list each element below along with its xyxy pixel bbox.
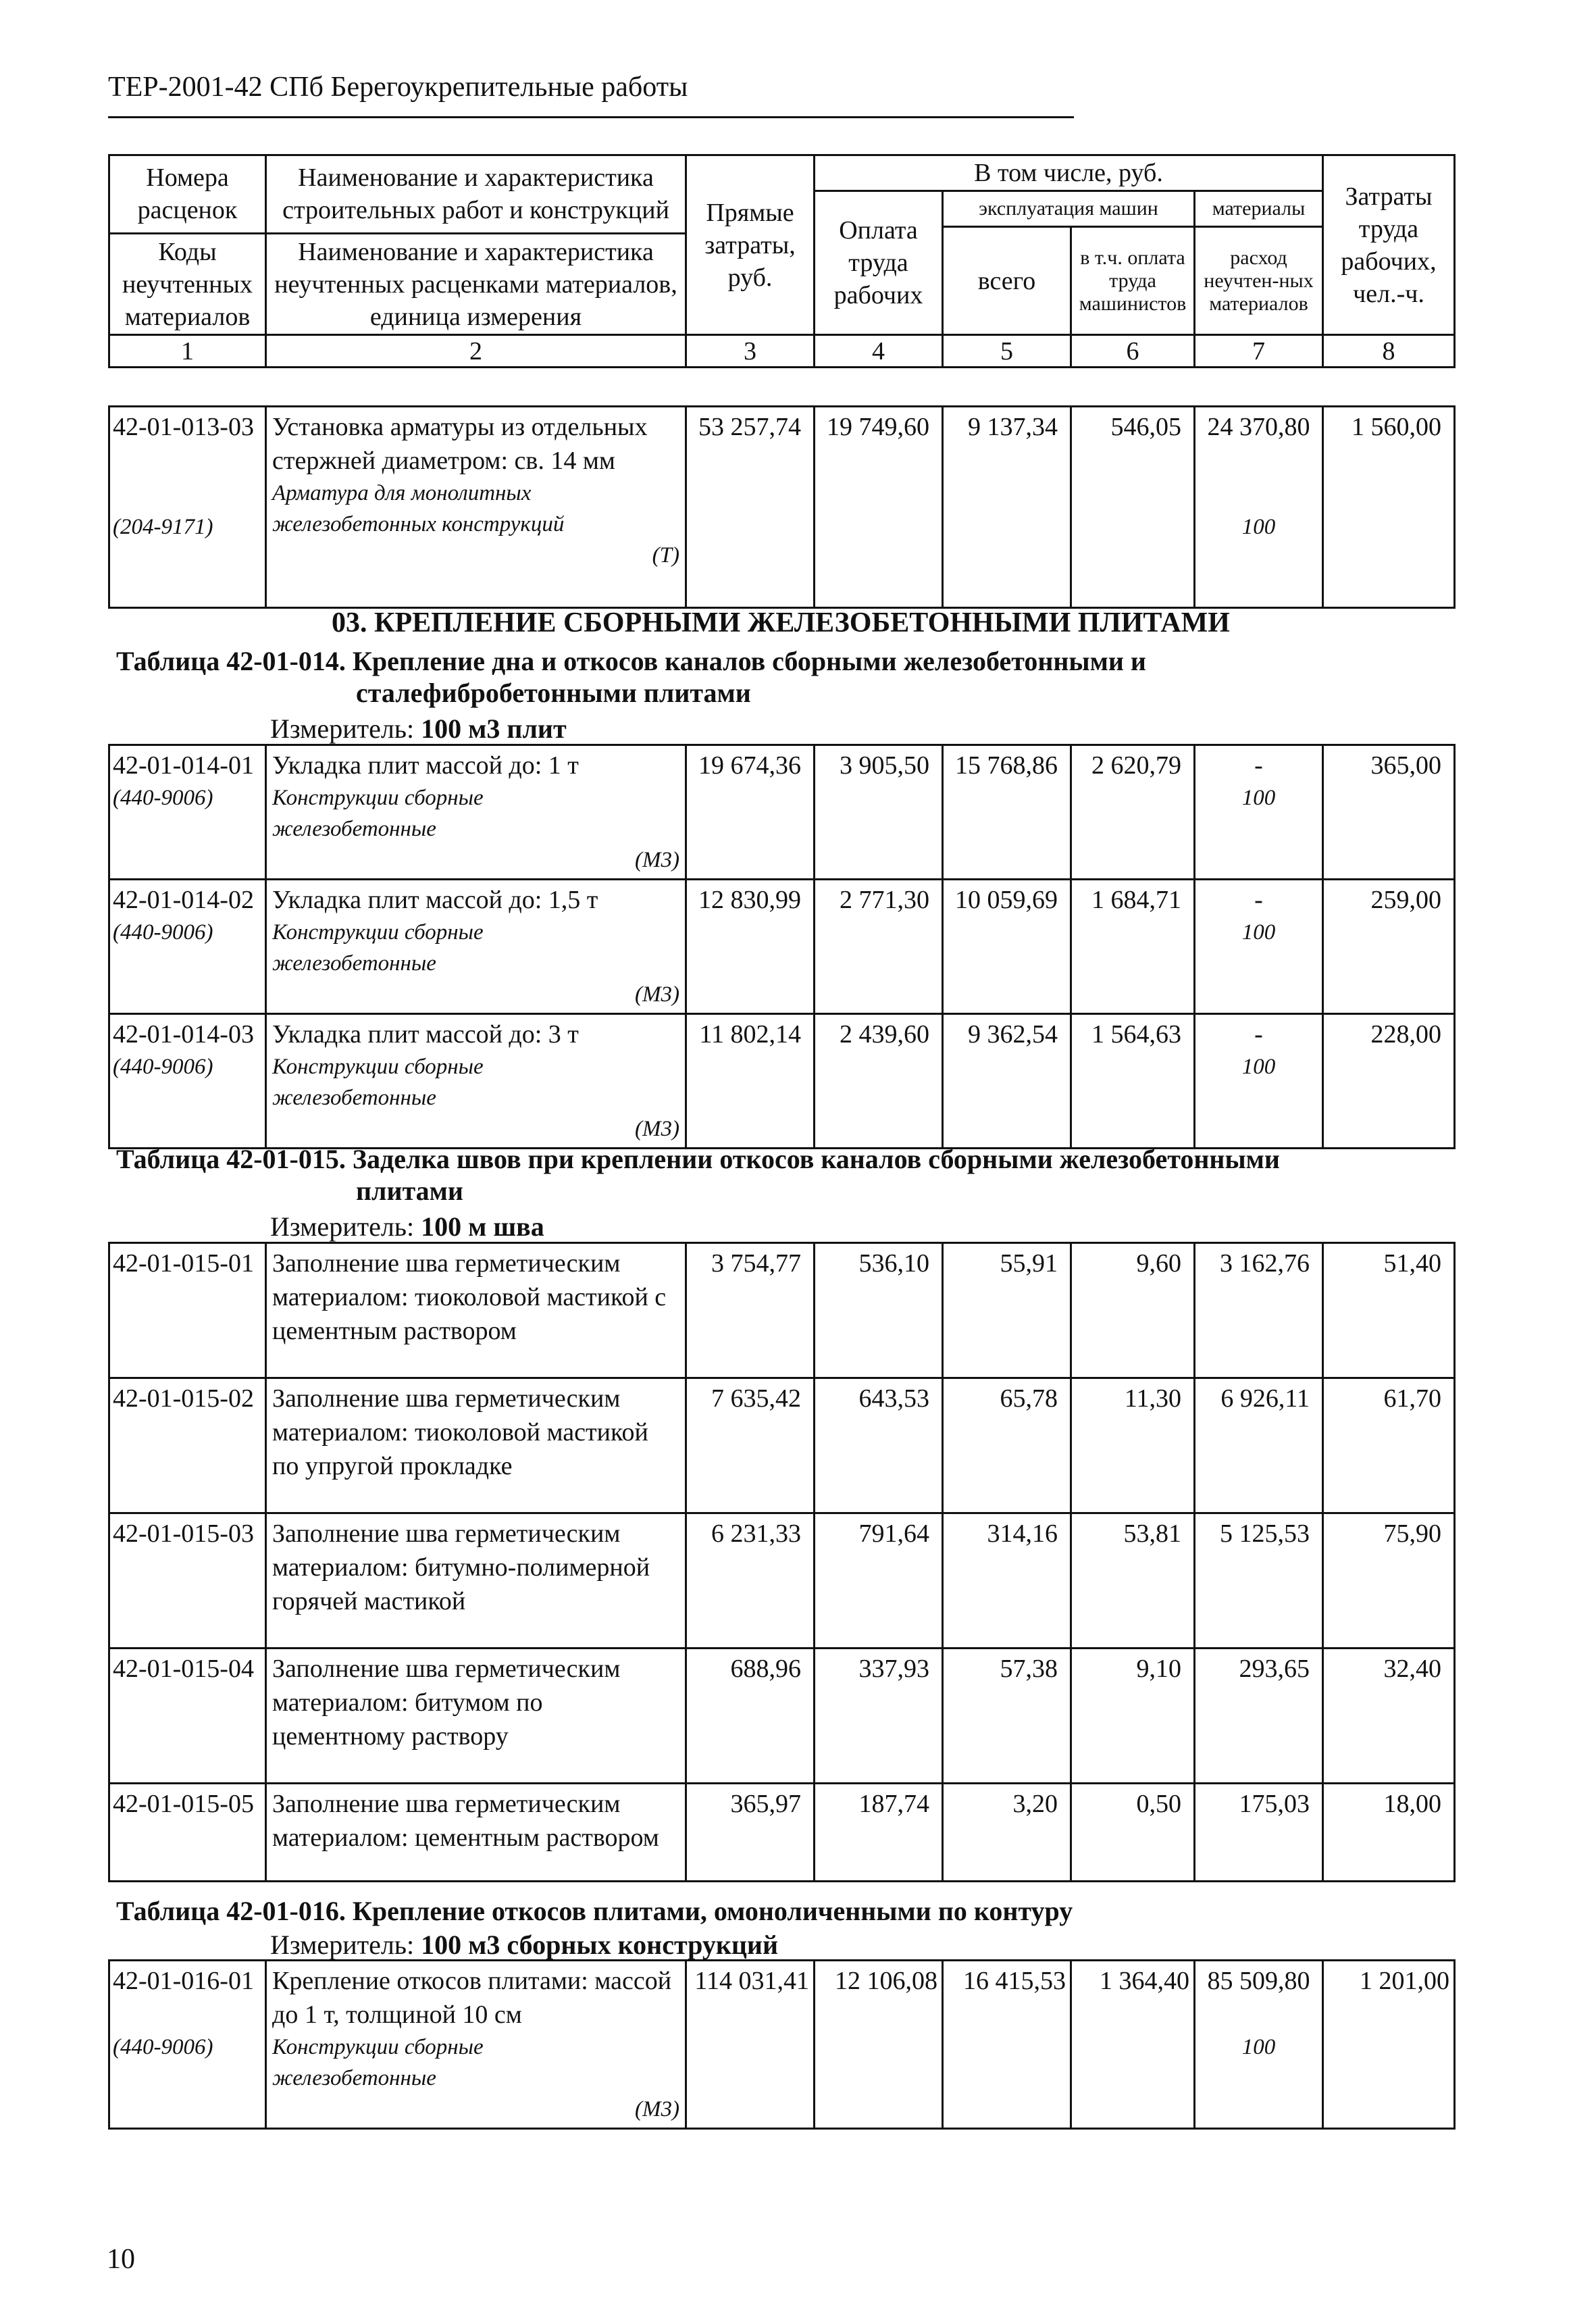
material-name: Конструкции сборные железобетонные: [272, 2035, 484, 2090]
rate-name: Крепление откосов плитами: массой до 1 т, толщиной 10 см: [272, 1967, 672, 2029]
operators-wages: 11,30: [1071, 1378, 1195, 1513]
labor-hours: 228,00: [1323, 1014, 1455, 1149]
operators-wages: 546,05: [1071, 407, 1195, 608]
machines-total: 314,16: [943, 1513, 1071, 1649]
labor-hours: 18,00: [1323, 1784, 1455, 1882]
table-row: [109, 1513, 1455, 1649]
header-labor-hours: Затраты труда рабочих, чел.-ч.: [1323, 155, 1455, 335]
header-material-names: Наименование и характеристика неучтенных расценками материалов, единица измерения: [266, 234, 686, 335]
materials-cost: 175,03: [1195, 1784, 1323, 1882]
materials-cost: 3 162,76: [1195, 1243, 1323, 1378]
rate-name: Заполнение шва герметическим материалом: цементным раствором: [266, 1784, 686, 1882]
page-number: 10: [107, 2244, 135, 2275]
rate-code: 42-01-016-01: [113, 1967, 254, 1995]
rate-name: Укладка плит массой до: 1 т: [272, 751, 579, 780]
direct-costs: 6 231,33: [686, 1513, 815, 1649]
rate-name: Установка арматуры из отдельных стержней диаметром: св. 14 мм: [272, 413, 648, 475]
material-qty: 100: [1241, 2035, 1276, 2059]
header-unaccounted-materials: расход неучтен-ных материалов: [1195, 227, 1323, 335]
material-name: Арматура для монолитных железобетонных конструкций: [272, 481, 565, 536]
materials-cell: [1195, 1014, 1323, 1149]
labor-wages: 791,64: [815, 1513, 943, 1649]
table-caption-014: Таблица 42-01-014. Крепление дна и откосов каналов сборными железобетонными и сталефибробетонными плитами: [116, 646, 1146, 708]
operators-wages: 0,50: [1071, 1784, 1195, 1882]
operators-wages: 9,60: [1071, 1243, 1195, 1378]
rate-code: 42-01-015-04: [109, 1649, 266, 1784]
running-header: ТЕР-2001-42 СПб Берегоукрепительные работы: [108, 72, 688, 103]
material-name: Конструкции сборные железобетонные: [272, 786, 484, 841]
labor-wages: 536,10: [815, 1243, 943, 1378]
rate-table-015: [108, 1242, 1456, 1882]
material-unit: (Т): [652, 543, 679, 568]
labor-wages: 643,53: [815, 1378, 943, 1513]
rate-code-cell: [109, 880, 266, 1014]
direct-costs: 688,96: [686, 1649, 815, 1784]
machines-total: 55,91: [943, 1243, 1071, 1378]
measure-unit-014: Измеритель: 100 м3 плит: [270, 713, 567, 744]
materials-cost: -: [1254, 751, 1263, 780]
machines-total: 9 362,54: [943, 1014, 1071, 1149]
material-unit: (М3): [635, 1117, 679, 1141]
material-code: (440-9006): [113, 920, 213, 945]
machines-total: 16 415,53: [943, 1961, 1071, 2129]
labor-wages: 12 106,08: [815, 1961, 943, 2129]
rate-name: Укладка плит массой до: 3 т: [272, 1020, 579, 1049]
labor-wages: 2 771,30: [815, 880, 943, 1014]
labor-hours: 1 201,00: [1323, 1961, 1455, 2129]
table-row: [109, 1649, 1455, 1784]
column-header-table: [108, 154, 1456, 368]
materials-cell: [1195, 1961, 1323, 2129]
table-row: [109, 1784, 1455, 1882]
header-work-name: Наименование и характеристика строительных работ и конструкций: [266, 155, 686, 234]
rate-name: Заполнение шва герметическим материалом: битумом по цементному раствору: [266, 1649, 686, 1784]
header-codes: Номера расценок: [109, 155, 266, 234]
material-code: (204-9171): [113, 515, 213, 539]
header-materials: материалы: [1195, 191, 1323, 227]
material-qty: 100: [1241, 786, 1276, 810]
rate-code: 42-01-015-05: [109, 1784, 266, 1882]
col-num-3: 3: [686, 335, 815, 368]
operators-wages: 1 364,40: [1071, 1961, 1195, 2129]
rate-code-cell: [109, 407, 266, 608]
material-code: (440-9006): [113, 786, 213, 810]
materials-cost: 293,65: [1195, 1649, 1323, 1784]
measure-unit-016: Измеритель: 100 м3 сборных конструкций: [270, 1930, 779, 1960]
col-num-6: 6: [1071, 335, 1195, 368]
rate-name-cell: [266, 1014, 686, 1149]
rate-table-014: [108, 744, 1456, 1149]
section-title: 03. КРЕПЛЕНИЕ СБОРНЫМИ ЖЕЛЕЗОБЕТОННЫМИ ПЛИТАМИ: [332, 607, 1230, 638]
rate-table-013: [108, 405, 1456, 609]
material-code: (440-9006): [113, 1055, 213, 1079]
rate-name: Заполнение шва герметическим материалом: битумно-полимерной горячей мастикой: [266, 1513, 686, 1649]
material-unit: (М3): [635, 982, 679, 1007]
machines-total: 9 137,34: [943, 407, 1071, 608]
material-unit: (М3): [635, 2097, 679, 2121]
operators-wages: 1 684,71: [1071, 880, 1195, 1014]
labor-hours: 1 560,00: [1323, 407, 1455, 608]
header-material-codes: Коды неучтенных материалов: [109, 234, 266, 335]
materials-cost: -: [1254, 1020, 1263, 1049]
header-machines: эксплуатация машин: [943, 191, 1195, 227]
rate-name-cell: [266, 1961, 686, 2129]
rate-table-016: [108, 1959, 1456, 2130]
operators-wages: 9,10: [1071, 1649, 1195, 1784]
header-labor-wages: Оплата труда рабочих: [815, 191, 943, 335]
col-num-8: 8: [1323, 335, 1455, 368]
labor-wages: 19 749,60: [815, 407, 943, 608]
table-caption-015: Таблица 42-01-015. Заделка швов при креплении откосов каналов сборными железобетонными плитами: [116, 1144, 1280, 1206]
machines-total: 3,20: [943, 1784, 1071, 1882]
rate-code: 42-01-014-02: [113, 886, 254, 914]
labor-hours: 259,00: [1323, 880, 1455, 1014]
direct-costs: 19 674,36: [686, 745, 815, 880]
machines-total: 10 059,69: [943, 880, 1071, 1014]
direct-costs: 3 754,77: [686, 1243, 815, 1378]
rate-code-cell: [109, 1014, 266, 1149]
table-caption-016: Таблица 42-01-016. Крепление откосов плитами, омоноличенными по контуру: [116, 1896, 1073, 1926]
header-machines-total: всего: [943, 227, 1071, 335]
col-num-2: 2: [266, 335, 686, 368]
rate-name: Заполнение шва герметическим материалом: тиоколовой мастикой с цементным раствором: [266, 1243, 686, 1378]
header-operators-wages: в т.ч. оплата труда машинистов: [1071, 227, 1195, 335]
materials-cell: [1195, 407, 1323, 608]
header-direct-costs: Прямые затраты, руб.: [686, 155, 815, 335]
material-code: (440-9006): [113, 2035, 213, 2059]
machines-total: 15 768,86: [943, 745, 1071, 880]
materials-cost: 85 509,80: [1207, 1967, 1310, 1995]
operators-wages: 1 564,63: [1071, 1014, 1195, 1149]
rate-code: 42-01-013-03: [113, 413, 254, 441]
rate-name: Укладка плит массой до: 1,5 т: [272, 886, 598, 914]
rate-code: 42-01-015-03: [109, 1513, 266, 1649]
rate-code-cell: [109, 745, 266, 880]
materials-cost: 24 370,80: [1207, 413, 1310, 441]
header-including: В том числе, руб.: [815, 155, 1323, 191]
material-name: Конструкции сборные железобетонные: [272, 1055, 484, 1110]
direct-costs: 53 257,74: [686, 407, 815, 608]
material-qty: 100: [1241, 920, 1276, 945]
material-qty: 100: [1241, 1055, 1276, 1079]
machines-total: 57,38: [943, 1649, 1071, 1784]
col-num-4: 4: [815, 335, 943, 368]
table-row: [109, 1378, 1455, 1513]
labor-hours: 51,40: [1323, 1243, 1455, 1378]
col-num-1: 1: [109, 335, 266, 368]
direct-costs: 365,97: [686, 1784, 815, 1882]
labor-hours: 365,00: [1323, 745, 1455, 880]
operators-wages: 2 620,79: [1071, 745, 1195, 880]
rate-name: Заполнение шва герметическим материалом: тиоколовой мастикой по упругой прокладке: [266, 1378, 686, 1513]
rate-code: 42-01-015-01: [109, 1243, 266, 1378]
machines-total: 65,78: [943, 1378, 1071, 1513]
materials-cost: -: [1254, 886, 1263, 914]
table-row: [109, 407, 1455, 608]
operators-wages: 53,81: [1071, 1513, 1195, 1649]
labor-wages: 187,74: [815, 1784, 943, 1882]
materials-cost: 6 926,11: [1195, 1378, 1323, 1513]
materials-cell: [1195, 880, 1323, 1014]
table-row: [109, 1243, 1455, 1378]
col-num-5: 5: [943, 335, 1071, 368]
labor-hours: 32,40: [1323, 1649, 1455, 1784]
table-row: [109, 1014, 1455, 1149]
direct-costs: 11 802,14: [686, 1014, 815, 1149]
rate-name-cell: [266, 880, 686, 1014]
labor-hours: 75,90: [1323, 1513, 1455, 1649]
direct-costs: 114 031,41: [686, 1961, 815, 2129]
material-name: Конструкции сборные железобетонные: [272, 920, 484, 976]
rate-code: 42-01-015-02: [109, 1378, 266, 1513]
rate-code-cell: [109, 1961, 266, 2129]
direct-costs: 7 635,42: [686, 1378, 815, 1513]
header-rule: [108, 116, 1074, 118]
col-num-7: 7: [1195, 335, 1323, 368]
labor-hours: 61,70: [1323, 1378, 1455, 1513]
measure-unit-015: Измеритель: 100 м шва: [270, 1211, 544, 1242]
labor-wages: 337,93: [815, 1649, 943, 1784]
rate-code: 42-01-014-03: [113, 1020, 254, 1049]
material-qty: 100: [1241, 515, 1276, 539]
labor-wages: 3 905,50: [815, 745, 943, 880]
table-row: [109, 1961, 1455, 2129]
materials-cost: 5 125,53: [1195, 1513, 1323, 1649]
direct-costs: 12 830,99: [686, 880, 815, 1014]
table-row: [109, 745, 1455, 880]
table-row: [109, 880, 1455, 1014]
material-unit: (М3): [635, 848, 679, 872]
materials-cell: [1195, 745, 1323, 880]
rate-code: 42-01-014-01: [113, 751, 254, 780]
labor-wages: 2 439,60: [815, 1014, 943, 1149]
rate-name-cell: [266, 745, 686, 880]
rate-name-cell: [266, 407, 686, 608]
